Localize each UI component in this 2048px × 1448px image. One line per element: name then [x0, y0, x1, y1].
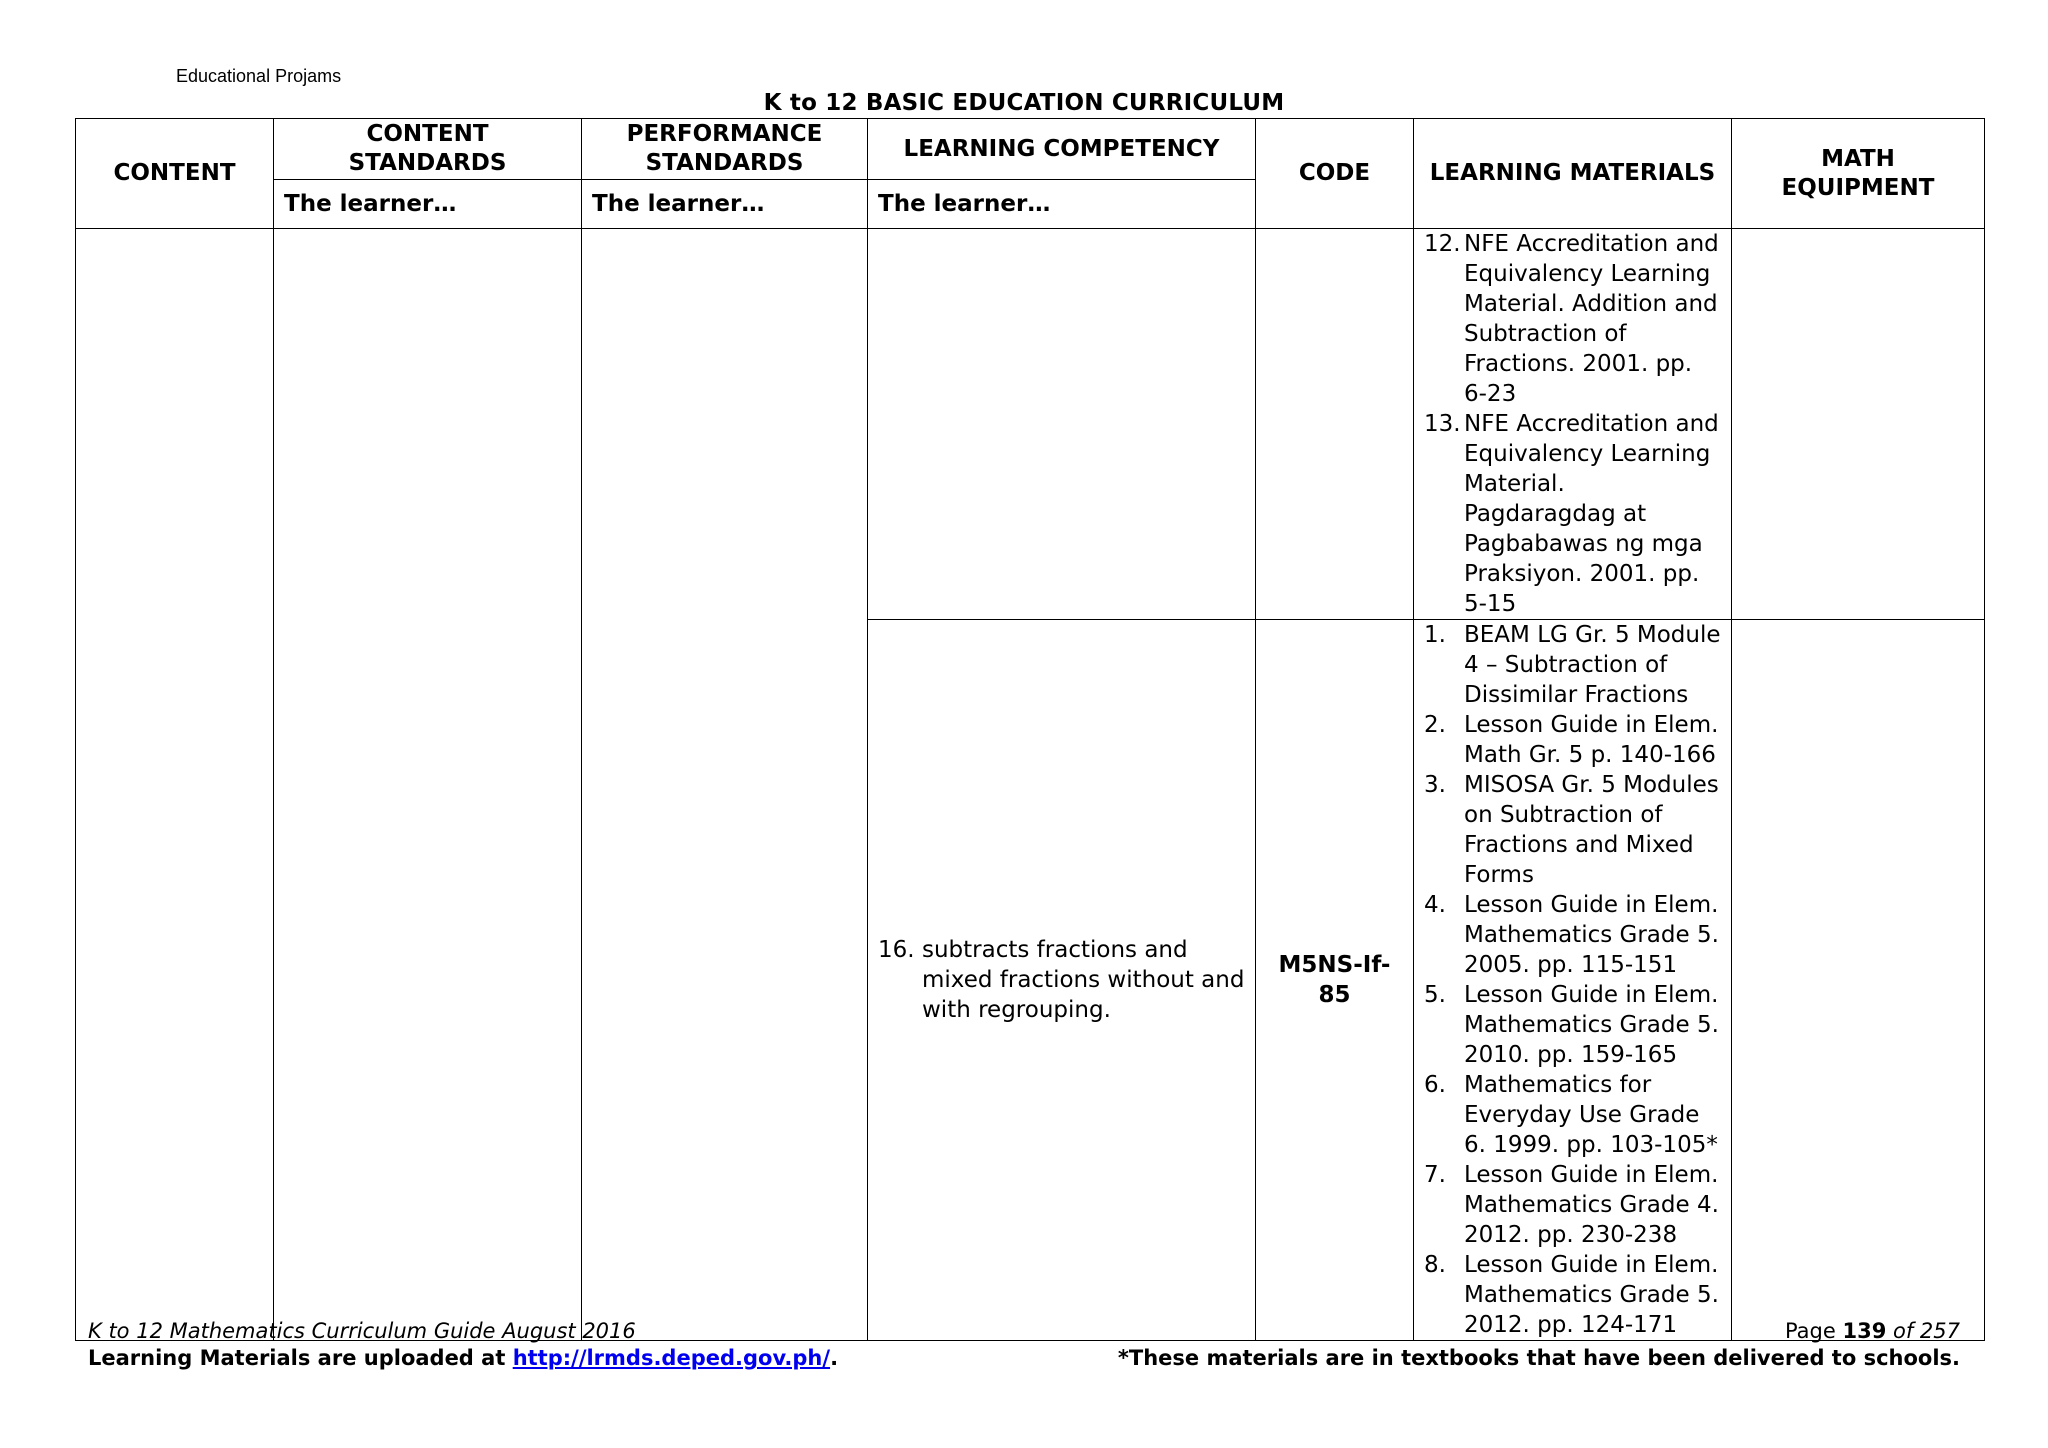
material-item: 7. Lesson Guide in Elem. Mathematics Grade 4. 2012. pp. 230-238	[1424, 1162, 1719, 1248]
competency-cell-empty	[868, 229, 1256, 620]
header-math-equipment: MATH EQUIPMENT	[1732, 119, 1985, 229]
header-learning-competency: LEARNING COMPETENCY	[868, 119, 1256, 180]
competency-text: subtracts fractions and mixed fractions without and with regrouping.	[922, 937, 1245, 1023]
material-item: 1. BEAM LG Gr. 5 Module 4 – Subtraction of Dissimilar Fractions	[1424, 622, 1721, 708]
lrmds-link[interactable]: http://lrmds.deped.gov.ph/	[512, 1346, 831, 1370]
header-performance-standards: PERFORMANCE STANDARDS	[582, 119, 868, 180]
code-cell: M5NS-If-85	[1256, 620, 1414, 1341]
footer-guide-title: K to 12 Mathematics Curriculum Guide August 2016	[88, 1319, 636, 1343]
materials-cell-row1	[1414, 229, 1732, 620]
equipment-cell-row1	[1732, 229, 1985, 620]
material-item: 2. Lesson Guide in Elem. Math Gr. 5 p. 140-166	[1424, 712, 1719, 768]
content-standards-cell	[274, 229, 582, 1341]
competency-cell	[868, 620, 1256, 1341]
header-learner-learning-competency: The learner…	[868, 180, 1256, 229]
header-code: CODE	[1256, 119, 1414, 229]
header-learner-performance-standards: The learner…	[582, 180, 868, 229]
footer-textbook-note: *These materials are in textbooks that have been delivered to schools.	[1117, 1346, 1960, 1370]
material-item: 6. Mathematics for Everyday Use Grade 6. 1999. pp. 103-105*	[1424, 1072, 1718, 1158]
header-content: CONTENT	[76, 119, 274, 229]
footer-right	[1118, 1318, 1960, 1372]
watermark-text: Educational Projams	[176, 66, 342, 86]
curriculum-table	[75, 118, 1985, 1341]
material-item: 4. Lesson Guide in Elem. Mathematics Grade 5. 2005. pp. 115-151	[1424, 892, 1719, 978]
header-learner-content-standards: The learner…	[274, 180, 582, 229]
footer-left	[88, 1318, 838, 1372]
page-number: 139	[1842, 1319, 1887, 1343]
materials-cell-row2	[1414, 620, 1732, 1341]
material-item: 3. MISOSA Gr. 5 Modules on Subtraction of Fractions and Mixed Forms	[1424, 772, 1719, 888]
performance-standards-cell	[582, 229, 868, 1341]
equipment-cell-row2	[1732, 620, 1985, 1341]
page-indicator: Page 139 of 257	[1784, 1319, 1960, 1343]
footer-upload-note: Learning Materials are uploaded at http://lrmds.deped.gov.ph/.	[88, 1346, 839, 1370]
material-item: 12. NFE Accreditation and Equivalency Learning Material. Addition and Subtraction of Fractions. 2001. pp. 6-23	[1424, 231, 1719, 407]
header-learning-materials: LEARNING MATERIALS	[1414, 119, 1732, 229]
header-content-standards: CONTENT STANDARDS	[274, 119, 582, 180]
document-title: K to 12 BASIC EDUCATION CURRICULUM	[763, 90, 1285, 116]
code-cell-empty	[1256, 229, 1414, 620]
competency-number: 16.	[878, 937, 915, 963]
material-item: 5. Lesson Guide in Elem. Mathematics Grade 5. 2010. pp. 159-165	[1424, 982, 1719, 1068]
material-item: 13. NFE Accreditation and Equivalency Learning Material. Pagdaragdag at Pagbabawas ng mga Praksiyon. 2001. pp. 5-15	[1424, 411, 1719, 617]
material-item: 8. Lesson Guide in Elem. Mathematics Grade 5. 2012. pp. 124-171	[1424, 1252, 1719, 1338]
content-cell	[76, 229, 274, 1341]
